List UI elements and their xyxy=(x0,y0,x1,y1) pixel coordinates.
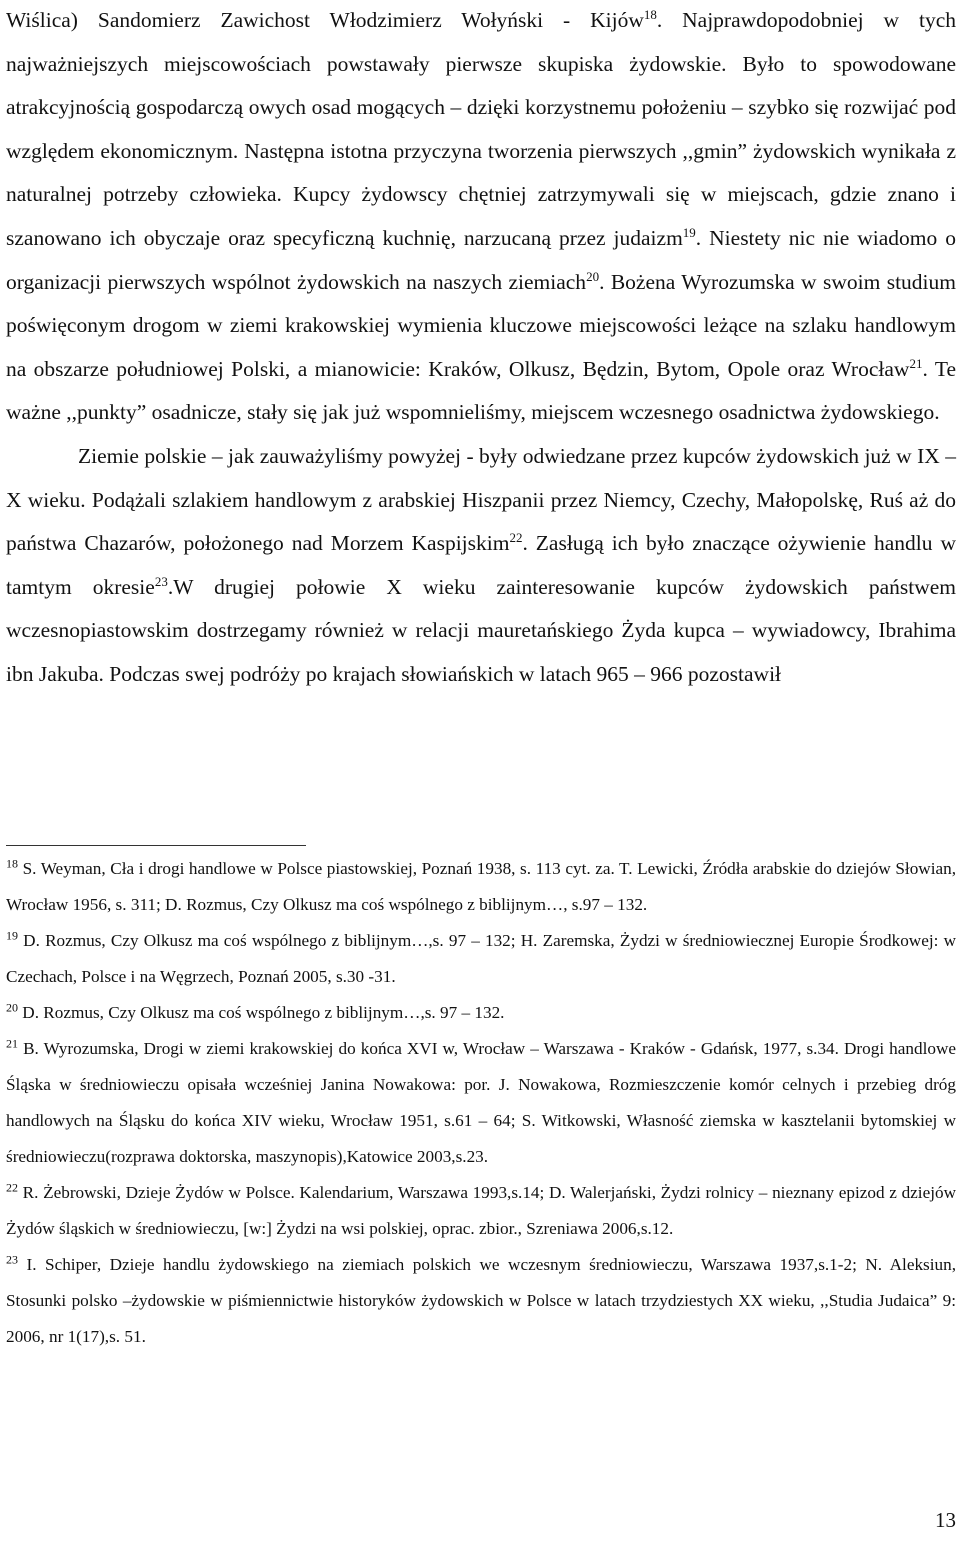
footnote-22 xyxy=(6,1175,956,1247)
footnote-18 xyxy=(6,851,956,923)
footnote-ref-19[interactable]: 19 xyxy=(682,224,696,240)
footnote-number: 23 xyxy=(6,1252,18,1267)
text-run: Ziemie polskie – jak zauważyliśmy powyżej - były odwiedzane przez kupców żydowskich już w IX – X wieku. Podążali szlakiem handlowym z arabskiej Hiszpanii przez Niemcy, Czechy, Małopolskę, Ruś aż do państwa Chazarów, położonego nad Morzem Kaspijskim xyxy=(6,443,956,556)
footnote-number: 20 xyxy=(6,1000,18,1015)
footnote-number: 19 xyxy=(6,928,18,943)
footnote-ref-20[interactable]: 20 xyxy=(586,268,600,284)
page-number: 13 xyxy=(935,1508,956,1532)
text-run: . Najprawdopodobniej w tych najważniejszych miejscowościach powstawały pierwsze skupiska żydowskie. Było to spowodowane atrakcyjnością gospodarczą owych osad mogących – dzięki korzystnemu położeniu – szybko się rozwijać pod względem ekonomicznym. Następna istotna przyczyna tworzenia pierwszych ,,gmin” żydowskich wynikała z naturalnej potrzeby człowieka. Kupcy żydowscy chętniej zatrzymywali się w miejscach, gdzie znano i szanowano ich obyczaje oraz specyficzną kuchnię, narzucaną przez judaizm xyxy=(6,8,956,250)
footnote-text: B. Wyrozumska, Drogi w ziemi krakowskiej do końca XVI w, Wrocław – Warszawa - Kraków - Gdańsk, 1977, s.34. Drogi handlowe Śląska w średniowieczu opisała wcześniej Janina Nowakowa: por. J. Nowakowa, Rozmieszczenie komór celnych i przebieg dróg handlowych na Śląsku do końca XIV wieku, Wrocław 1951, s.61 – 64; S. Witkowski, Własność ziemska w kasztelanii bytomskiej w średniowieczu(rozprawa doktorska, maszynopis),Katowice 2003,s.23. xyxy=(6,1039,956,1166)
footnote-ref-23[interactable]: 23 xyxy=(154,573,168,589)
footnote-21 xyxy=(6,1031,956,1175)
footnote-23 xyxy=(6,1247,956,1355)
text-run: Wiślica) Sandomierz Zawichost Włodzimierz Wołyński - Kijów xyxy=(6,8,644,32)
footnote-text: D. Rozmus, Czy Olkusz ma coś wspólnego z biblijnym…,s. 97 – 132; H. Zaremska, Żydzi w średniowiecznej Europie Środkowej: w Czechach, Polsce i na Węgrzech, Poznań 2005, s.30 -31. xyxy=(6,931,956,986)
footnote-text: I. Schiper, Dzieje handlu żydowskiego na ziemiach polskich we wczesnym średniowieczu, Warszawa 1937,s.1-2; N. Aleksiun, Stosunki polsko –żydowskie w piśmiennictwie historyków żydowskich w Polsce w latach trzydziestych XX wieku, ,,Studia Judaica” 9: 2006, nr 1(17),s. 51. xyxy=(6,1255,956,1346)
text-run: .W drugiej połowie X wieku zainteresowanie kupców żydowskich państwem wczesnopiastowskim dostrzegamy również w relacji mauretańskiego Żyda kupca – wywiadowcy, Ibrahima ibn Jakuba. Podczas swej podróży po krajach słowiańskich w latach 965 – 966 pozostawił xyxy=(6,574,956,686)
footnote-19 xyxy=(6,923,956,995)
body-paragraph-1 xyxy=(6,0,956,435)
body-paragraph-2 xyxy=(6,435,956,697)
footnote-number: 18 xyxy=(6,856,18,871)
text-run: . Niestety nic nie wiadomo o organizacji pierwszych wspólnot żydowskich na naszych ziemiach xyxy=(6,225,956,294)
footnote-number: 21 xyxy=(6,1036,18,1051)
footnote-text: D. Rozmus, Czy Olkusz ma coś wspólnego z biblijnym…,s. 97 – 132. xyxy=(18,1003,505,1022)
footnote-number: 22 xyxy=(6,1180,18,1195)
text-run: . Te ważne ,,punkty” osadnicze, stały się jak już wspomnieliśmy, miejscem wczesnego osadnictwa żydowskiego. xyxy=(6,356,956,425)
text-run: . Bożena Wyrozumska w swoim studium poświęconym drogom w ziemi krakowskiej wymienia kluczowe miejscowości leżące na szlaku handlowym na obszarze południowej Polski, a mianowicie: Kraków, Olkusz, Będzin, Bytom, Opole oraz Wrocław xyxy=(6,269,956,381)
document-page xyxy=(6,0,956,697)
footnote-ref-21[interactable]: 21 xyxy=(909,355,923,371)
text-run: . Zasługą ich było znaczące ożywienie handlu w tamtym okresie xyxy=(6,531,956,599)
footnote-ref-18[interactable]: 18 xyxy=(643,6,657,22)
footnotes-section xyxy=(6,851,956,1355)
footnote-text: R. Żebrowski, Dzieje Żydów w Polsce. Kalendarium, Warszawa 1993,s.14; D. Walerjański, Żydzi rolnicy – nieznany epizod z dziejów Żydów śląskich w średniowieczu, [w:] Żydzi na wsi polskiej, oprac. zbior., Szreniawa 2006,s.12. xyxy=(6,1183,956,1238)
footnote-separator xyxy=(6,845,306,846)
footnote-20 xyxy=(6,995,956,1031)
footnote-ref-22[interactable]: 22 xyxy=(509,529,523,545)
footnote-text: S. Weyman, Cła i drogi handlowe w Polsce piastowskiej, Poznań 1938, s. 113 cyt. za. T. Lewicki, Źródła arabskie do dziejów Słowian, Wrocław 1956, s. 311; D. Rozmus, Czy Olkusz ma coś wspólnego z biblijnym…, s.97 – 132. xyxy=(6,859,956,914)
